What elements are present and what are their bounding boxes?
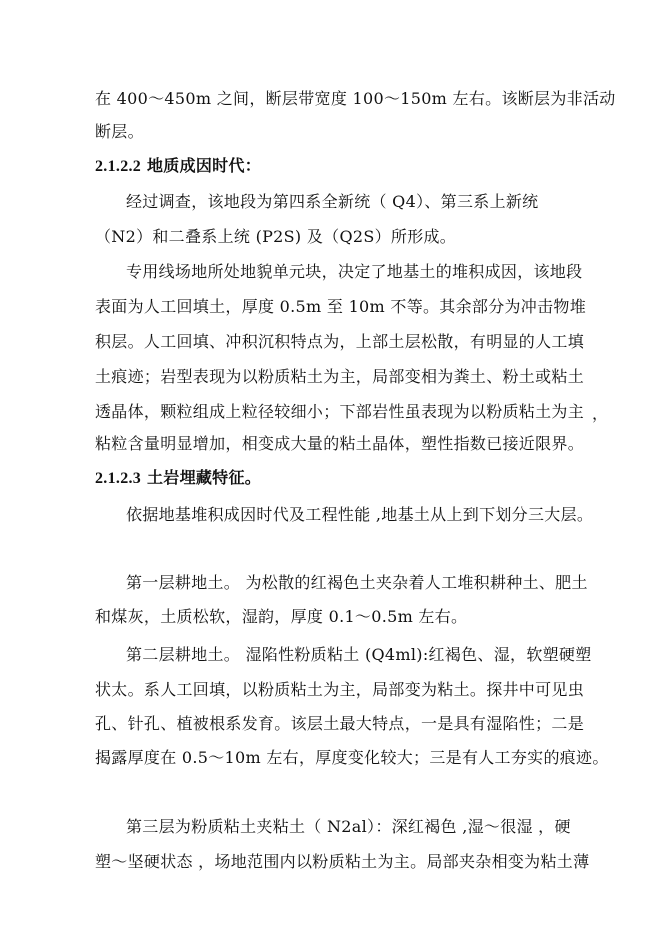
section-title: 土岩埋藏特征。 bbox=[146, 468, 262, 487]
paragraph-line: 孔、针孔、植被根系发育。该层土最大特点，一是具有湿陷性；二是 bbox=[95, 714, 585, 733]
paragraph-line: 第三层为粉质粘土夹粘土（ N2al）：深红褐色 ,湿～很湿 ，硬 bbox=[126, 817, 571, 836]
trailing-comma: ， bbox=[592, 404, 609, 423]
paragraph-line: 土痕迹；岩型表现为以粉质粘土为主，局部变相为粪土、粉土或粘土 bbox=[95, 367, 585, 386]
paragraph-line: 断层。 bbox=[95, 122, 144, 141]
paragraph-line: 第二层耕地土。 湿陷性粉质粘土 (Q4ml):红褐色、湿，软塑硬塑 bbox=[126, 645, 592, 664]
section-heading-2-1-2-2 bbox=[95, 156, 261, 177]
paragraph-line: （N2）和二叠系上统 (P2S) 及（Q2S）所形成。 bbox=[95, 227, 457, 246]
paragraph-line: 在 400～450m 之间，断层带宽度 100～150m 左右。该断层为非活动 bbox=[95, 89, 616, 108]
paragraph-line: 透晶体，颗粒组成上粒径较细小；下部岩性虽表现为以粉质粘土为主 bbox=[95, 402, 585, 421]
section-heading-2-1-2-3 bbox=[95, 468, 261, 489]
paragraph-line: 积层。人工回填、冲积沉积特点为，上部土层松散，有明显的人工填 bbox=[95, 332, 585, 351]
paragraph-line: 塑～坚硬状态 ，场地范围内以粉质粘土为主。局部夹杂相变为粘土薄 bbox=[95, 852, 590, 871]
paragraph-line: 经过调查，该地段为第四系全新统（ Q4）、第三系上新统 bbox=[126, 192, 539, 211]
section-title: 地质成因时代： bbox=[146, 156, 262, 175]
paragraph-line: 专用线场地所处地貌单元块，决定了地基土的堆积成因，该地段 bbox=[126, 262, 583, 281]
section-number: 2.1.2.2 bbox=[95, 158, 142, 175]
paragraph-line: 和煤灰，土质松软，湿韵，厚度 0.1～0.5m 左右。 bbox=[95, 607, 468, 626]
paragraph-line: 粘粒含量明显增加，相变成大量的粘土晶体，塑性指数已接近限界。 bbox=[95, 434, 585, 453]
paragraph-line: 状太。系人工回填，以粉质粘土为主，局部变为粘土。探井中可见虫 bbox=[95, 680, 585, 699]
section-number: 2.1.2.3 bbox=[95, 470, 142, 487]
paragraph-line: 依据地基堆积成因时代及工程性能 ,地基土从上到下划分三大层。 bbox=[126, 505, 594, 524]
paragraph-line: 表面为人工回填土，厚度 0.5m 至 10m 不等。其余部分为冲击物堆 bbox=[95, 297, 586, 316]
paragraph-line: 第一层耕地土。 为松散的红褐色土夹杂着人工堆积耕种土、肥土 bbox=[126, 573, 588, 592]
paragraph-line: 揭露厚度在 0.5～10m 左右，厚度变化较大；三是有人工夯实的痕迹。 bbox=[95, 748, 609, 767]
